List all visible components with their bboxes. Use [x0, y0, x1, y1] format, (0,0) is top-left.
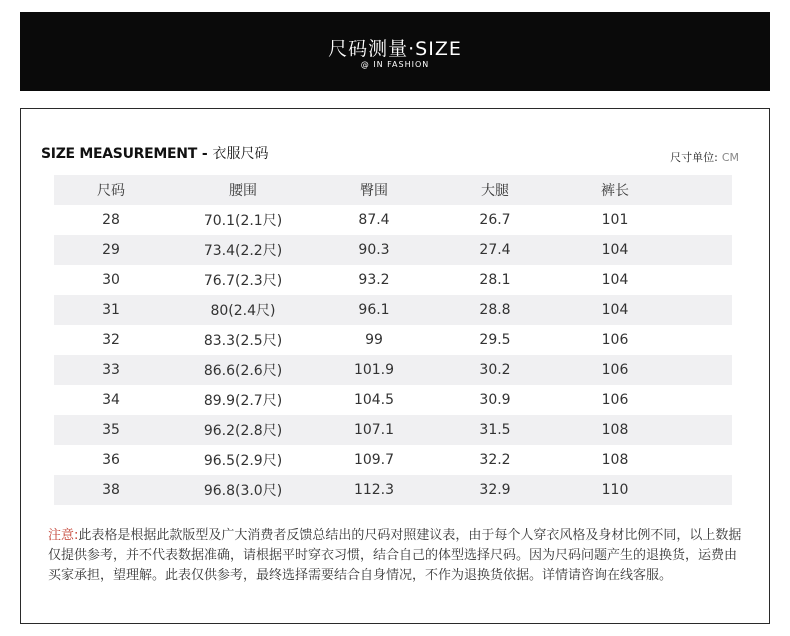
cell-thigh: 32.2 — [479, 452, 511, 468]
table-row — [54, 415, 732, 445]
cell-size: 31 — [102, 302, 120, 318]
section-title — [41, 143, 269, 163]
section-title-en: SIZE MEASUREMENT — [41, 146, 197, 162]
cell-hip: 96.1 — [358, 302, 390, 318]
table-header-row — [54, 175, 732, 205]
cell-length: 106 — [601, 392, 629, 408]
table-row — [54, 235, 732, 265]
size-panel — [20, 108, 770, 624]
cell-thigh: 26.7 — [479, 212, 511, 228]
cell-hip: 90.3 — [358, 242, 390, 258]
table-row — [54, 445, 732, 475]
cell-thigh: 29.5 — [479, 332, 511, 348]
cell-length: 104 — [601, 272, 629, 288]
header-cell-hip: 臀围 — [360, 183, 388, 199]
section-title-cn: 衣服尺码 — [212, 146, 269, 162]
table-row — [54, 295, 732, 325]
table-row — [54, 265, 732, 295]
header-title: 尺码测量·SIZE — [328, 38, 462, 60]
cell-hip: 104.5 — [353, 392, 395, 408]
size-note — [48, 526, 748, 586]
cell-waist: 70.1(2.1尺) — [203, 213, 283, 229]
cell-length: 104 — [601, 242, 629, 258]
cell-thigh: 31.5 — [479, 422, 511, 438]
cell-thigh: 28.1 — [479, 272, 511, 288]
cell-length: 108 — [601, 452, 629, 468]
cell-length: 104 — [601, 302, 629, 318]
cell-length: 101 — [601, 212, 629, 228]
cell-waist: 96.5(2.9尺) — [203, 453, 283, 469]
cell-waist: 76.7(2.3尺) — [203, 273, 283, 289]
cell-hip: 109.7 — [353, 452, 395, 468]
cell-size: 29 — [102, 242, 120, 258]
cell-hip: 99 — [365, 332, 383, 348]
table-row — [54, 205, 732, 235]
cell-waist: 96.2(2.8尺) — [203, 423, 283, 439]
unit-value: CM — [721, 151, 739, 164]
unit-indicator — [670, 149, 739, 165]
section-title-dash: - — [196, 146, 213, 162]
cell-thigh: 30.9 — [479, 392, 511, 408]
cell-size: 28 — [102, 212, 120, 228]
header-cell-size: 尺码 — [97, 183, 125, 199]
note-label: 注意: — [48, 528, 79, 543]
cell-size: 33 — [102, 362, 120, 378]
cell-waist: 83.3(2.5尺) — [203, 333, 283, 349]
header-cell-length: 裤长 — [601, 183, 629, 199]
cell-waist: 89.9(2.7尺) — [203, 393, 283, 409]
note-text: 此表格是根据此款版型及广大消费者反馈总结出的尺码对照建议表，由于每个人穿衣风格及身材比例不同，以上数据仅提供参考，并不代表数据准确，请根据平时穿衣习惯，结合自己的体型选择尺码。因为尺码问题产生的退换货，运费由买家承担，望理解。此表仅供参考，最终选择需要结合自身情况，不作为退换货依据。详情请咨询在线客服。 — [48, 528, 742, 583]
cell-hip: 87.4 — [358, 212, 390, 228]
table-row — [54, 475, 732, 505]
cell-size: 35 — [102, 422, 120, 438]
cell-thigh: 27.4 — [479, 242, 511, 258]
header-subtitle: @ IN FASHION — [360, 60, 430, 69]
cell-hip: 112.3 — [353, 482, 395, 498]
table-row — [54, 355, 732, 385]
table-row — [54, 385, 732, 415]
header-banner — [20, 12, 770, 91]
cell-thigh: 28.8 — [479, 302, 511, 318]
cell-waist: 80(2.4尺) — [210, 303, 276, 319]
cell-size: 32 — [102, 332, 120, 348]
table-row — [54, 325, 732, 355]
cell-waist: 86.6(2.6尺) — [203, 363, 283, 379]
cell-hip: 101.9 — [353, 362, 395, 378]
cell-thigh: 30.2 — [479, 362, 511, 378]
cell-size: 38 — [102, 482, 120, 498]
cell-hip: 107.1 — [353, 422, 395, 438]
cell-size: 30 — [102, 272, 120, 288]
unit-label: 尺寸单位: — [670, 151, 718, 164]
cell-size: 36 — [102, 452, 120, 468]
header-cell-thigh: 大腿 — [481, 183, 509, 199]
cell-waist: 73.4(2.2尺) — [203, 243, 283, 259]
cell-length: 106 — [601, 362, 629, 378]
header-cell-waist: 腰围 — [229, 183, 257, 199]
cell-length: 106 — [601, 332, 629, 348]
cell-length: 110 — [601, 482, 629, 498]
cell-size: 34 — [102, 392, 120, 408]
cell-waist: 96.8(3.0尺) — [203, 483, 283, 499]
size-table — [54, 175, 732, 505]
cell-hip: 93.2 — [358, 272, 390, 288]
cell-thigh: 32.9 — [479, 482, 511, 498]
cell-length: 108 — [601, 422, 629, 438]
